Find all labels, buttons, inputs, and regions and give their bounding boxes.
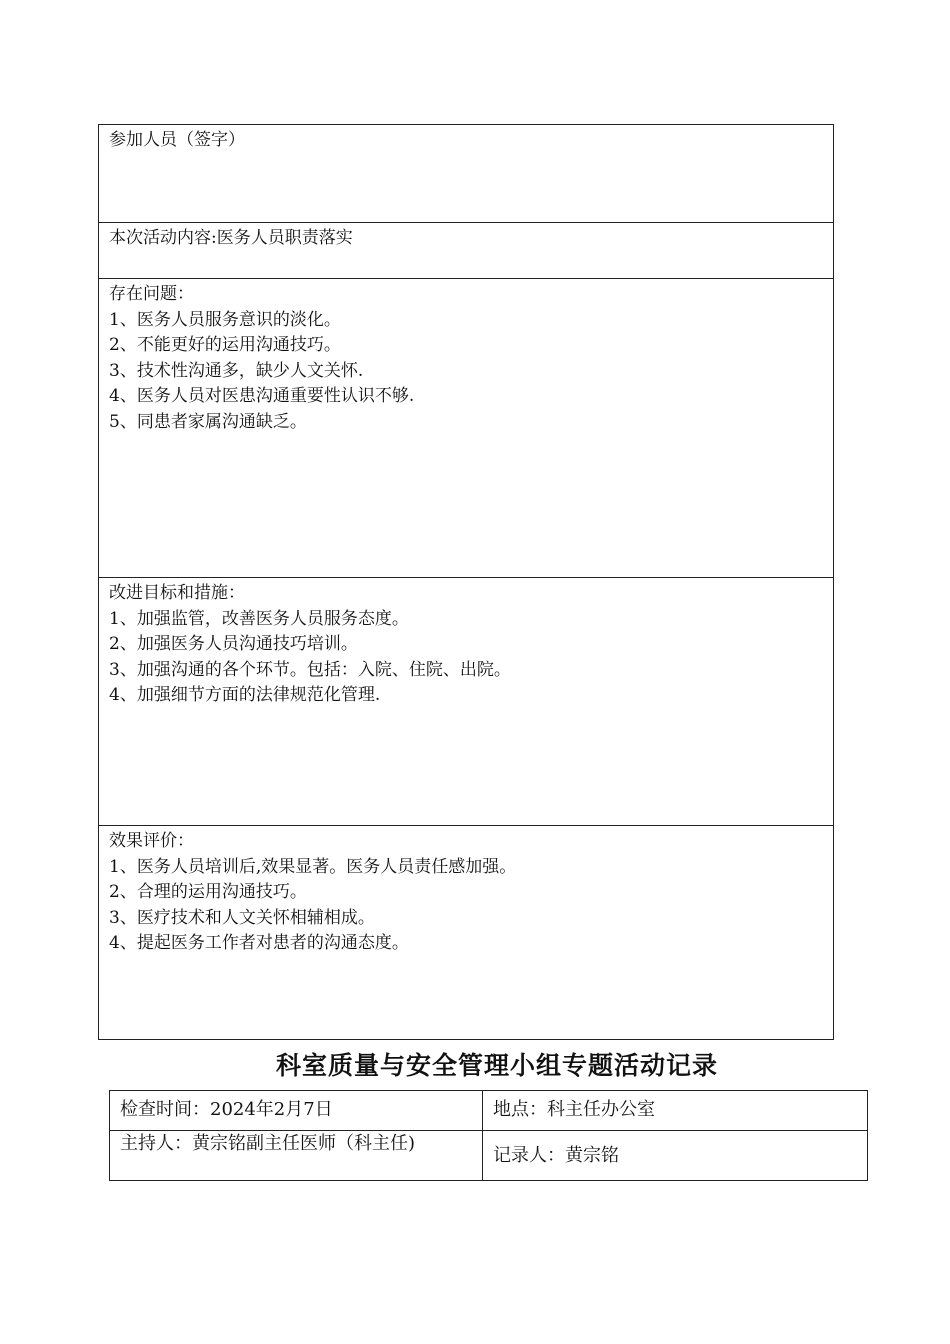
participants-label: 参加人员（签字） [109,130,245,150]
participants-cell [99,125,833,223]
info-table [109,1090,868,1181]
measure-item: 2、加强医务人员沟通技巧培训。 [109,634,358,654]
activity-record-table [98,124,834,1040]
problems-cell [99,279,833,578]
check-time-cell: 检查时间：2024年2月7日 [110,1091,483,1131]
measures-cell [99,578,833,826]
evaluation-heading: 效果评价： [109,831,194,851]
evaluation-item: 3、医疗技术和人文关怀相辅相成。 [109,907,375,928]
recorder-cell: 记录人：黄宗铭 [493,1145,619,1166]
section-title: 科室质量与安全管理小组专题活动记录 [275,1051,718,1080]
evaluation-cell [99,826,833,1039]
activity-content: 本次活动内容:医务人员职责落实 [109,228,353,248]
measure-item: 3、加强沟通的各个环节。包括：入院、住院、出院。 [109,659,511,680]
activity-content-cell [99,223,833,279]
host-cell: 主持人：黄宗铭副主任医师（科主任) [110,1131,483,1180]
location-cell: 地点：科主任办公室 [483,1091,867,1131]
problem-item: 2、不能更好的运用沟通技巧。 [109,335,341,355]
problems-heading: 存在问题： [109,284,194,304]
evaluation-item: 2、合理的运用沟通技巧。 [109,882,307,902]
problem-item: 5、同患者家属沟通缺乏。 [109,411,307,432]
problem-item: 1、医务人员服务意识的淡化。 [109,309,341,330]
evaluation-item: 1、医务人员培训后,效果显著。医务人员责任感加强。 [109,856,517,877]
problem-item: 4、医务人员对医患沟通重要性认识不够. [109,386,415,406]
measures-heading: 改进目标和措施： [109,583,245,603]
measure-item: 1、加强监管，改善医务人员服务态度。 [109,608,409,629]
problem-item: 3、技术性沟通多，缺少人文关怀. [109,360,364,381]
measure-item: 4、加强细节方面的法律规范化管理. [109,685,381,705]
evaluation-item: 4、提起医务工作者对患者的沟通态度。 [109,933,409,953]
